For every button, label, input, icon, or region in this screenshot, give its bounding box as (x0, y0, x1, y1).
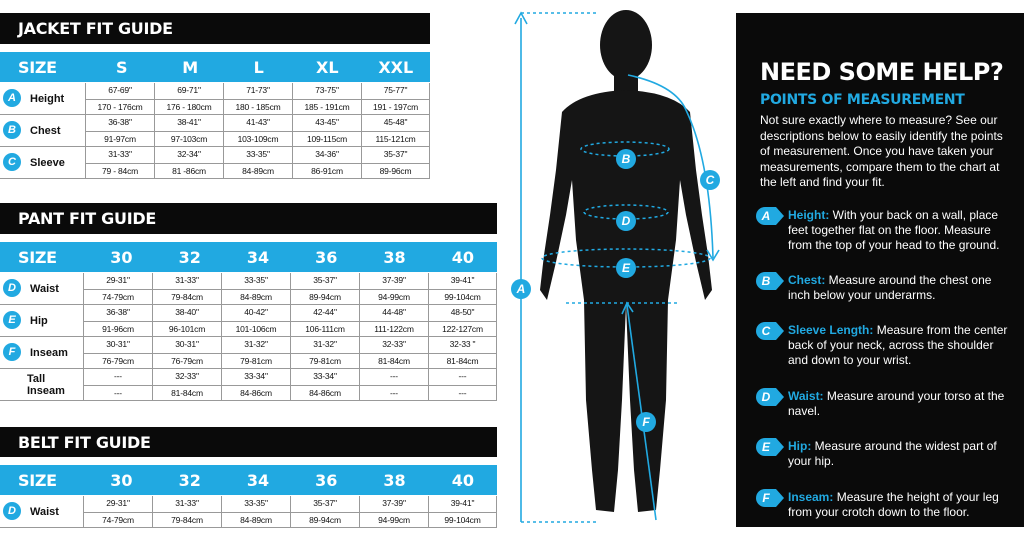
table-cell: 81-84cm (359, 354, 428, 369)
size-label: SIZE (18, 57, 57, 77)
pant-fit-guide-title: PANT FIT GUIDE (0, 203, 497, 234)
table-cell: 74-79cm (83, 513, 152, 528)
table-cell: 109-115cm (292, 132, 361, 147)
help-intro: Not sure exactly where to measure? See our descriptions below to easily identify the points of measurement. Once you have taken your measurements, compare them to the chart at the left and find your fit. (760, 113, 1003, 189)
table-cell: 71-73" (223, 83, 292, 99)
table-cell: 76-79cm (152, 354, 221, 369)
measurement-label: Height (30, 92, 65, 105)
table-cell: 33-34" (221, 369, 290, 385)
measurement-label-cell (0, 496, 83, 527)
table-cell: 48-50" (428, 305, 497, 321)
table-cell: 43-45" (292, 115, 361, 131)
help-key: Height: (788, 208, 830, 222)
table-cell: 32-33" (152, 369, 221, 385)
table-cell: 81-84cm (428, 354, 497, 369)
table-cell: 41-43" (223, 115, 292, 131)
help-item-sleeve (756, 323, 1011, 368)
table-cell: 35-37" (361, 147, 430, 163)
measurement-row (0, 273, 497, 305)
table-cell: 76-79cm (83, 354, 152, 369)
size-l: L (253, 57, 264, 77)
measurement-label: Hip (30, 314, 48, 327)
table-cell: 91-96cm (83, 322, 152, 337)
size-36: 36 (315, 470, 338, 490)
help-badge-d: D (756, 388, 776, 406)
table-cell: 106-111cm (290, 322, 359, 337)
table-cell: 170 - 176cm (85, 100, 154, 115)
table-cell: 180 - 185cm (223, 100, 292, 115)
measurement-row (0, 115, 430, 147)
help-item-waist (756, 389, 1011, 419)
table-cell: --- (428, 369, 497, 385)
table-cell: 35-37" (290, 496, 359, 512)
measurement-row (0, 83, 430, 115)
help-text: Measure from the center back of your neck, across the shoulder and down to your wrist. (788, 323, 1008, 367)
measurement-badge: C (3, 153, 21, 171)
belt-size-header (0, 465, 497, 495)
table-cell: 30-31" (152, 337, 221, 353)
measurement-label-cell (0, 305, 83, 336)
pant-size-header (0, 242, 497, 272)
measurement-row (0, 369, 497, 401)
table-cell: 39-41" (428, 496, 497, 512)
help-key: Chest: (788, 273, 826, 287)
size-32: 32 (178, 247, 201, 267)
table-cell: 33-35" (221, 496, 290, 512)
table-cell: --- (359, 369, 428, 385)
measurement-badge: D (3, 502, 21, 520)
measurement-label-cell (0, 115, 85, 146)
table-cell: 37-39" (359, 273, 428, 289)
help-text: Measure around the chest one inch below your underarms. (788, 273, 992, 302)
figure-badge-e: E (621, 261, 631, 275)
measurement-label: Chest (30, 124, 61, 137)
table-cell: 89-96cm (361, 164, 430, 179)
table-cell: 101-106cm (221, 322, 290, 337)
measurement-label-cell (0, 83, 85, 114)
table-cell: 67-69" (85, 83, 154, 99)
table-cell: 32-33 " (428, 337, 497, 353)
size-label: SIZE (18, 470, 57, 490)
table-cell: 37-39" (359, 496, 428, 512)
size-label: SIZE (18, 247, 57, 267)
help-panel (736, 13, 1024, 527)
figure-badge-d: D (621, 214, 631, 228)
table-cell: 79-81cm (221, 354, 290, 369)
figure-badge-c: C (705, 173, 715, 187)
table-cell: 69-71" (154, 83, 223, 99)
measurement-row (0, 496, 497, 528)
table-cell: 29-31" (83, 496, 152, 512)
help-text: Measure around the widest part of your hip. (788, 439, 997, 468)
size-34: 34 (246, 470, 270, 490)
table-cell: 89-94cm (290, 513, 359, 528)
measurement-row (0, 337, 497, 369)
table-cell: 32-33" (359, 337, 428, 353)
jacket-table (0, 83, 430, 179)
size-30: 30 (110, 470, 133, 490)
measurement-badge: E (3, 311, 21, 329)
table-cell: 79 - 84cm (85, 164, 154, 179)
table-cell: --- (83, 386, 152, 401)
table-cell: 33-35" (221, 273, 290, 289)
measurement-badge: D (3, 279, 21, 297)
size-40: 40 (451, 247, 474, 267)
help-text: Measure around your torso at the navel. (788, 389, 1005, 418)
size-38: 38 (383, 247, 406, 267)
table-cell: 75-77" (361, 83, 430, 99)
table-cell: 84-89cm (223, 164, 292, 179)
measurement-label-cell (0, 369, 83, 400)
size-36: 36 (315, 247, 338, 267)
table-cell: --- (359, 386, 428, 401)
table-cell: 103-109cm (223, 132, 292, 147)
table-cell: 36-38" (85, 115, 154, 131)
table-cell: 84-86cm (221, 386, 290, 401)
table-cell: 32-34" (154, 147, 223, 163)
help-item-height (756, 208, 1011, 253)
table-cell: 33-35" (223, 147, 292, 163)
help-text: Measure the height of your leg from your crotch down to the floor. (788, 490, 999, 519)
measurement-badge: F (3, 343, 21, 361)
table-cell: 31-33" (85, 147, 154, 163)
help-badge-f: F (756, 489, 776, 507)
help-title: NEED SOME HELP? (760, 58, 1004, 86)
help-badge-b: B (756, 272, 776, 290)
help-key: Sleeve Length: (788, 323, 874, 337)
table-cell: 30-31" (83, 337, 152, 353)
table-cell: 31-32" (221, 337, 290, 353)
table-cell: 84-89cm (221, 513, 290, 528)
measurement-label: Inseam (30, 346, 68, 359)
table-cell: 38-41" (154, 115, 223, 131)
table-cell: 74-79cm (83, 290, 152, 305)
size-xl: XL (315, 57, 339, 77)
table-cell: 40-42" (221, 305, 290, 321)
help-item-chest (756, 273, 1011, 303)
size-30: 30 (110, 247, 133, 267)
table-cell: 84-86cm (290, 386, 359, 401)
table-cell: 81 -86cm (154, 164, 223, 179)
table-cell: 86-91cm (292, 164, 361, 179)
size-s: S (115, 57, 128, 77)
measurement-label: Sleeve (30, 156, 65, 169)
table-cell: 97-103cm (154, 132, 223, 147)
belt-fit-guide-title: BELT FIT GUIDE (0, 427, 497, 457)
table-cell: 44-48" (359, 305, 428, 321)
table-cell: 73-75" (292, 83, 361, 99)
table-cell: 99-104cm (428, 513, 497, 528)
help-key: Inseam: (788, 490, 834, 504)
jacket-size-header (0, 52, 430, 82)
help-key: Waist: (788, 389, 824, 403)
figure-badge-a: A (516, 282, 526, 296)
figure-badge-b: B (621, 152, 631, 166)
table-cell: 79-81cm (290, 354, 359, 369)
table-cell: --- (428, 386, 497, 401)
table-cell: 79-84cm (152, 513, 221, 528)
table-cell: 91-97cm (85, 132, 154, 147)
table-cell: 35-37" (290, 273, 359, 289)
body-measurement-figure (500, 0, 736, 533)
table-cell: 81-84cm (152, 386, 221, 401)
jacket-fit-guide-title: JACKET FIT GUIDE (0, 13, 430, 44)
table-cell: 99-104cm (428, 290, 497, 305)
table-cell: 34-36" (292, 147, 361, 163)
table-cell: --- (83, 369, 152, 385)
measurement-label: Waist (30, 505, 59, 518)
size-34: 34 (246, 247, 270, 267)
help-badge-c: C (756, 322, 776, 340)
size-m: M (182, 57, 199, 77)
table-cell: 115-121cm (361, 132, 430, 147)
table-cell: 176 - 180cm (154, 100, 223, 115)
table-cell: 33-34" (290, 369, 359, 385)
size-40: 40 (451, 470, 474, 490)
measurement-row (0, 305, 497, 337)
table-cell: 89-94cm (290, 290, 359, 305)
measurement-label: Waist (30, 282, 59, 295)
measurement-label-cell (0, 337, 83, 368)
help-item-hip (756, 439, 1011, 469)
table-cell: 94-99cm (359, 290, 428, 305)
figure-badge-f: F (642, 415, 650, 429)
measurement-label-cell (0, 147, 85, 178)
table-cell: 122-127cm (428, 322, 497, 337)
measurement-label: Tall Inseam (27, 372, 65, 397)
table-cell: 84-89cm (221, 290, 290, 305)
table-cell: 29-31" (83, 273, 152, 289)
table-cell: 185 - 191cm (292, 100, 361, 115)
table-cell: 31-32" (290, 337, 359, 353)
measurement-badge: A (3, 89, 21, 107)
table-cell: 38-40" (152, 305, 221, 321)
table-cell: 42-44" (290, 305, 359, 321)
size-xxl: XXL (378, 57, 414, 77)
help-key: Hip: (788, 439, 812, 453)
table-cell: 111-122cm (359, 322, 428, 337)
help-badge-a: A (756, 207, 776, 225)
size-38: 38 (383, 470, 406, 490)
table-cell: 45-48" (361, 115, 430, 131)
table-cell: 36-38" (83, 305, 152, 321)
help-badge-e: E (756, 438, 776, 456)
table-cell: 39-41" (428, 273, 497, 289)
size-32: 32 (178, 470, 201, 490)
table-cell: 79-84cm (152, 290, 221, 305)
measurement-badge: B (3, 121, 21, 139)
table-cell: 96-101cm (152, 322, 221, 337)
help-item-inseam (756, 490, 1011, 520)
table-cell: 31-33" (152, 273, 221, 289)
pant-table (0, 273, 497, 401)
table-cell: 31-33" (152, 496, 221, 512)
belt-table (0, 496, 497, 528)
table-cell: 94-99cm (359, 513, 428, 528)
help-text: With your back on a wall, place feet together flat on the floor. Measure from the top of your head to the ground. (788, 208, 1000, 252)
table-cell: 191 - 197cm (361, 100, 430, 115)
help-subtitle: POINTS OF MEASUREMENT (760, 92, 965, 108)
measurement-row (0, 147, 430, 179)
measurement-label-cell (0, 273, 83, 304)
